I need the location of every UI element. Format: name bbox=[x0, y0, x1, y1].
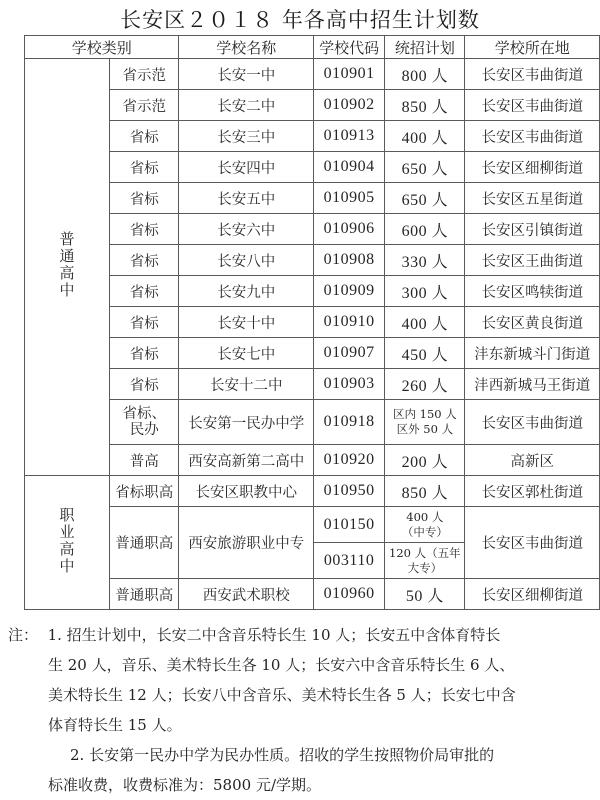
cell-plan: 650 人 bbox=[385, 152, 465, 183]
cell-plan: 300 人 bbox=[385, 276, 465, 307]
table-row bbox=[25, 369, 600, 400]
cell-location: 长安区鸣犊街道 bbox=[465, 276, 600, 307]
cell-type: 省示范 bbox=[110, 90, 179, 121]
cell-plan-line1: 400 人 bbox=[406, 509, 444, 524]
cell-type: 省标 bbox=[110, 307, 179, 338]
document-title: 长安区２０１８ 年各高中招生计划数 bbox=[120, 8, 480, 32]
note-line: 标准收费，收费标准为：5800 元/学期。 bbox=[48, 776, 321, 794]
cell-plan-line2: 大专） bbox=[407, 560, 443, 575]
cell-type-line2: 民办 bbox=[129, 422, 159, 438]
cell-code: 010901 bbox=[313, 59, 384, 90]
cell-plan-line2: 区外 50 人 bbox=[396, 422, 454, 436]
cell-plan-line1: 区内 150 人 bbox=[392, 407, 457, 421]
cell-location: 长安区韦曲街道 bbox=[465, 59, 600, 90]
table-row bbox=[25, 507, 600, 543]
cell-name: 长安第一民办中学 bbox=[179, 400, 313, 445]
cell-plan: 260 人 bbox=[385, 369, 465, 400]
cell-code: 010906 bbox=[313, 214, 384, 245]
cell-code: 010910 bbox=[313, 307, 384, 338]
cell-type: 省标 bbox=[110, 276, 179, 307]
cell-type: 省标 bbox=[110, 121, 179, 152]
cell-plan: 330 人 bbox=[385, 245, 465, 276]
cell-code: 010913 bbox=[313, 121, 384, 152]
cell-type-line1: 省标、 bbox=[122, 406, 166, 422]
cell-code: 010907 bbox=[313, 338, 384, 369]
cell-name: 长安五中 bbox=[179, 183, 313, 214]
cell-type bbox=[110, 400, 179, 445]
header-location: 学校所在地 bbox=[465, 36, 600, 59]
cell-code: 010150 bbox=[313, 507, 384, 543]
header-school-code: 学校代码 bbox=[313, 36, 384, 59]
cell-code: 003110 bbox=[313, 543, 384, 579]
note-line: 注： 1. 招生计划中，长安二中含音乐特长生 10 人；长安五中含体育特长 bbox=[8, 626, 501, 644]
cell-name: 长安六中 bbox=[179, 214, 313, 245]
cell-plan: 200 人 bbox=[385, 445, 465, 476]
cell-plan bbox=[385, 400, 465, 445]
cell-code: 010902 bbox=[313, 90, 384, 121]
cell-name: 西安武术职校 bbox=[179, 579, 313, 610]
cell-type: 省标职高 bbox=[110, 476, 179, 507]
cell-location: 长安区韦曲街道 bbox=[465, 507, 600, 579]
cell-plan-line2: （中专） bbox=[401, 524, 448, 539]
cell-code: 010908 bbox=[313, 245, 384, 276]
table-row bbox=[25, 338, 600, 369]
cell-location: 沣东新城斗门街道 bbox=[465, 338, 600, 369]
cell-plan: 850 人 bbox=[385, 90, 465, 121]
cell-name: 长安七中 bbox=[179, 338, 313, 369]
cell-code: 010904 bbox=[313, 152, 384, 183]
cell-plan: 800 人 bbox=[385, 59, 465, 90]
cell-type: 省示范 bbox=[110, 59, 179, 90]
cell-plan: 400 人 bbox=[385, 121, 465, 152]
cell-name: 长安一中 bbox=[179, 59, 313, 90]
table-row bbox=[25, 152, 600, 183]
notes-section bbox=[8, 620, 593, 800]
table-row bbox=[25, 245, 600, 276]
cell-plan bbox=[385, 543, 465, 579]
cell-name: 长安三中 bbox=[179, 121, 313, 152]
table-row bbox=[25, 90, 600, 121]
table-row bbox=[25, 276, 600, 307]
cell-code: 010918 bbox=[313, 400, 384, 445]
cell-code: 010920 bbox=[313, 445, 384, 476]
note-line: 2. 长安第一民办中学为民办性质。招收的学生按照物价局审批的 bbox=[70, 746, 495, 764]
cell-plan-line1: 120 人（五年 bbox=[389, 545, 461, 560]
cell-plan: 850 人 bbox=[385, 476, 465, 507]
table-row bbox=[25, 307, 600, 338]
table-row bbox=[25, 59, 600, 90]
cell-plan bbox=[385, 507, 465, 543]
cell-location: 长安区韦曲街道 bbox=[465, 90, 600, 121]
note-line: 体育特长生 15 人。 bbox=[48, 716, 182, 734]
cell-location: 长安区细柳街道 bbox=[465, 579, 600, 610]
cell-name: 长安十中 bbox=[179, 307, 313, 338]
cell-plan: 400 人 bbox=[385, 307, 465, 338]
header-school-name: 学校名称 bbox=[179, 36, 313, 59]
table-row bbox=[25, 476, 600, 507]
cell-location: 长安区韦曲街道 bbox=[465, 400, 600, 445]
cell-name: 长安区职教中心 bbox=[179, 476, 313, 507]
table-row bbox=[25, 121, 600, 152]
cell-code: 010950 bbox=[313, 476, 384, 507]
cell-location: 长安区引镇街道 bbox=[465, 214, 600, 245]
note-line: 美术特长生 12 人；长安八中含音乐、美术特长生各 5 人；长安七中含 bbox=[48, 686, 516, 704]
cell-type: 普通职高 bbox=[110, 507, 179, 579]
cell-plan: 650 人 bbox=[385, 183, 465, 214]
cell-name: 西安高新第二高中 bbox=[179, 445, 313, 476]
cell-plan: 50 人 bbox=[385, 579, 465, 610]
cell-type: 省标 bbox=[110, 369, 179, 400]
cell-location: 长安区黄良街道 bbox=[465, 307, 600, 338]
header-category: 学校类别 bbox=[25, 36, 179, 59]
cell-name: 长安四中 bbox=[179, 152, 313, 183]
cell-name: 长安八中 bbox=[179, 245, 313, 276]
table-row bbox=[25, 183, 600, 214]
notes-label: 注： bbox=[8, 626, 39, 644]
cell-code: 010909 bbox=[313, 276, 384, 307]
cell-name: 长安九中 bbox=[179, 276, 313, 307]
table-row bbox=[25, 445, 600, 476]
cell-type: 普通职高 bbox=[110, 579, 179, 610]
cell-code: 010960 bbox=[313, 579, 384, 610]
cell-location: 长安区五星街道 bbox=[465, 183, 600, 214]
cell-type: 普高 bbox=[110, 445, 179, 476]
cell-location: 长安区王曲街道 bbox=[465, 245, 600, 276]
table-row bbox=[25, 579, 600, 610]
enrollment-plan-table bbox=[24, 35, 600, 610]
cell-code: 010905 bbox=[313, 183, 384, 214]
table-row bbox=[25, 400, 600, 445]
cell-location: 长安区郭杜街道 bbox=[465, 476, 600, 507]
cell-location: 长安区细柳街道 bbox=[465, 152, 600, 183]
table-row bbox=[25, 214, 600, 245]
cell-type: 省标 bbox=[110, 183, 179, 214]
cell-name: 长安十二中 bbox=[179, 369, 313, 400]
note-line: 生 20 人，音乐、美术特长生各 10 人；长安六中含音乐特长生 6 人、 bbox=[48, 656, 515, 674]
group-label-general: 普通高中 bbox=[25, 59, 110, 476]
cell-plan: 450 人 bbox=[385, 338, 465, 369]
cell-name: 西安旅游职业中专 bbox=[179, 507, 313, 579]
cell-type: 省标 bbox=[110, 214, 179, 245]
cell-location: 长安区韦曲街道 bbox=[465, 121, 600, 152]
cell-plan: 600 人 bbox=[385, 214, 465, 245]
cell-name: 长安二中 bbox=[179, 90, 313, 121]
cell-type: 省标 bbox=[110, 338, 179, 369]
cell-location: 高新区 bbox=[465, 445, 600, 476]
table-header-row bbox=[25, 36, 600, 59]
header-plan: 统招计划 bbox=[385, 36, 465, 59]
group-label-vocational: 职业高中 bbox=[25, 476, 110, 610]
cell-code: 010903 bbox=[313, 369, 384, 400]
cell-type: 省标 bbox=[110, 245, 179, 276]
cell-type: 省标 bbox=[110, 152, 179, 183]
cell-location: 沣西新城马王街道 bbox=[465, 369, 600, 400]
